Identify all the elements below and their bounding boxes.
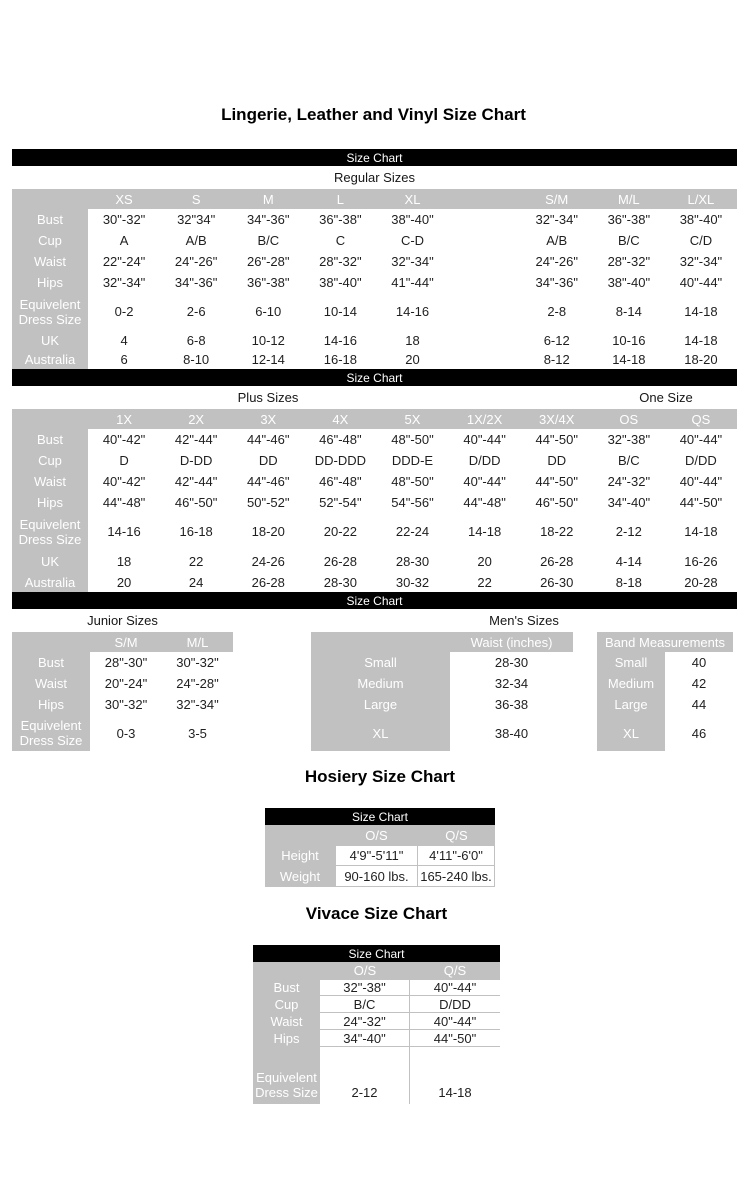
value-cell: 32"-34" xyxy=(665,251,737,272)
value-cell: 18-20 xyxy=(665,350,737,369)
value-cell: 42"-44" xyxy=(160,471,232,492)
corner-cell xyxy=(12,409,88,429)
value-cell: 18 xyxy=(376,330,448,350)
row-label: Waist xyxy=(12,251,88,272)
size-chart-bar-label: Size Chart xyxy=(346,150,403,165)
value-cell: 20"-24" xyxy=(90,673,162,694)
column-header: 1X/2X xyxy=(449,409,521,429)
one-size-subtitle: One Size xyxy=(639,390,693,405)
value-cell: 24"-32" xyxy=(593,471,665,492)
value-cell: 6-10 xyxy=(232,293,304,330)
value-cell: 30"-32" xyxy=(90,694,162,715)
value-cell: 38-40 xyxy=(450,715,573,751)
value-cell: 48"-50" xyxy=(376,471,448,492)
value-cell: 3-5 xyxy=(162,715,233,751)
value-cell: D-DD xyxy=(160,450,232,471)
row-label: Hips xyxy=(12,694,90,715)
value-cell: 38"-40" xyxy=(593,272,665,293)
mens-gap xyxy=(573,694,597,715)
value-cell: DDD-E xyxy=(376,450,448,471)
value-cell: 50"-52" xyxy=(232,492,304,513)
mens-sizes-subtitle: Men's Sizes xyxy=(489,613,559,628)
junior-sizes-subtitle: Junior Sizes xyxy=(87,613,158,628)
value-cell xyxy=(449,209,521,230)
value-cell: 22"-24" xyxy=(88,251,160,272)
value-cell: 4-14 xyxy=(593,550,665,572)
size-chart-bar-label: Size Chart xyxy=(346,593,403,608)
value-cell: 10-14 xyxy=(304,293,376,330)
junior-mens-subtitle-row xyxy=(12,609,737,632)
value-cell: 36-38 xyxy=(450,694,573,715)
size-chart-bar-label: Size Chart xyxy=(348,946,405,961)
value-cell: 24"-32" xyxy=(320,1013,410,1030)
value-cell: 34"-36" xyxy=(521,272,593,293)
value-cell: 28-30 xyxy=(450,652,573,673)
value-cell: 34"-36" xyxy=(232,209,304,230)
value-cell: 40"-44" xyxy=(410,1013,500,1030)
value-cell: 44"-48" xyxy=(449,492,521,513)
value-cell: 0-2 xyxy=(88,293,160,330)
value-cell: 14-18 xyxy=(665,293,737,330)
value-cell: 10-16 xyxy=(593,330,665,350)
value-cell: 14-18 xyxy=(665,330,737,350)
value-cell: 46"-50" xyxy=(160,492,232,513)
row-label: Bust xyxy=(12,429,88,450)
size-chart-bar xyxy=(12,149,737,166)
value-cell: 14-16 xyxy=(88,513,160,550)
row-label: UK xyxy=(12,330,88,350)
row-label: Medium xyxy=(597,673,665,694)
value-cell: 44"-50" xyxy=(665,492,737,513)
row-label: Waist xyxy=(12,673,90,694)
column-header: QS xyxy=(665,409,737,429)
value-cell: 26-28 xyxy=(232,572,304,592)
row-label: Bust xyxy=(12,652,90,673)
value-cell: C xyxy=(304,230,376,251)
corner-cell xyxy=(253,962,320,979)
column-header: 5X xyxy=(376,409,448,429)
size-chart-bar-label: Size Chart xyxy=(351,809,409,824)
value-cell: 44"-48" xyxy=(88,492,160,513)
value-cell xyxy=(449,293,521,330)
row-label: Waist xyxy=(12,471,88,492)
value-cell: 32"34" xyxy=(160,209,232,230)
value-cell: 40"-44" xyxy=(665,471,737,492)
value-cell: 8-14 xyxy=(593,293,665,330)
column-header: O/S xyxy=(320,962,410,979)
value-cell: 32"-34" xyxy=(521,209,593,230)
value-cell: 8-18 xyxy=(593,572,665,592)
value-cell: 2-6 xyxy=(160,293,232,330)
value-cell xyxy=(410,1047,500,1064)
size-chart-bar xyxy=(265,808,495,825)
value-cell: B/C xyxy=(320,996,410,1013)
corner-cell xyxy=(12,632,90,652)
mens-gap xyxy=(573,632,597,652)
row-label: Small xyxy=(597,652,665,673)
size-chart-bar xyxy=(12,369,737,386)
column-header: S/M xyxy=(90,632,162,652)
value-cell: 32"-34" xyxy=(162,694,233,715)
size-chart-bar-label: Size Chart xyxy=(346,370,403,385)
value-cell: 40"-44" xyxy=(410,979,500,996)
value-cell: 28-30 xyxy=(376,550,448,572)
value-cell: 26-28 xyxy=(521,550,593,572)
column-header: 1X xyxy=(88,409,160,429)
column-header xyxy=(449,189,521,209)
row-label: UK xyxy=(12,550,88,572)
regular-sizes-subtitle-row xyxy=(12,166,737,189)
value-cell: 20 xyxy=(449,550,521,572)
value-cell: 24"-28" xyxy=(162,673,233,694)
column-header: Q/S xyxy=(410,962,500,979)
value-cell: B/C xyxy=(232,230,304,251)
value-cell: 30"-32" xyxy=(162,652,233,673)
value-cell: C/D xyxy=(665,230,737,251)
column-header: O/S xyxy=(335,825,418,845)
value-cell: 8-10 xyxy=(160,350,232,369)
lingerie-size-chart xyxy=(12,149,737,751)
value-cell: 38"-40" xyxy=(665,209,737,230)
value-cell: 18-20 xyxy=(232,513,304,550)
value-cell: 4'9"-5'11" xyxy=(335,845,418,866)
row-label: Australia xyxy=(12,350,88,369)
value-cell: 38"-40" xyxy=(304,272,376,293)
value-cell xyxy=(449,350,521,369)
value-cell: 46"-50" xyxy=(521,492,593,513)
plus-sizes-table xyxy=(12,409,737,592)
size-chart-bar xyxy=(12,592,737,609)
value-cell: 6-8 xyxy=(160,330,232,350)
value-cell: 18 xyxy=(88,550,160,572)
value-cell: 90-160 lbs. xyxy=(335,866,418,887)
mens-gap xyxy=(573,673,597,694)
column-header: L/XL xyxy=(665,189,737,209)
column-header: M/L xyxy=(593,189,665,209)
value-cell: 34"-36" xyxy=(160,272,232,293)
column-header: XS xyxy=(88,189,160,209)
value-cell: 36"-38" xyxy=(593,209,665,230)
value-cell: 32"-34" xyxy=(376,251,448,272)
value-cell: 52"-54" xyxy=(304,492,376,513)
value-cell: 42"-44" xyxy=(160,429,232,450)
value-cell: 14-18 xyxy=(593,350,665,369)
value-cell: 46 xyxy=(665,715,733,751)
vivace-table xyxy=(253,962,500,1104)
value-cell: 30"-32" xyxy=(88,209,160,230)
vivace-title: Vivace Size Chart xyxy=(305,904,448,923)
value-cell: 41"-44" xyxy=(376,272,448,293)
value-cell xyxy=(449,272,521,293)
column-header: 3X xyxy=(232,409,304,429)
regular-sizes-subtitle: Regular Sizes xyxy=(334,170,415,185)
mens-gap xyxy=(573,652,597,673)
row-label xyxy=(253,1047,320,1064)
value-cell: 165-240 lbs. xyxy=(418,866,495,887)
corner-cell xyxy=(12,189,88,209)
value-cell: 46"-48" xyxy=(304,471,376,492)
value-cell: DD xyxy=(521,450,593,471)
row-label: Cup xyxy=(12,230,88,251)
value-cell: 14-16 xyxy=(376,293,448,330)
value-cell: 28"-32" xyxy=(304,251,376,272)
value-cell: 44"-50" xyxy=(410,1030,500,1047)
value-cell: 26-28 xyxy=(304,550,376,572)
waist-inches-header: Waist (inches) xyxy=(450,632,573,652)
hosiery-section xyxy=(265,767,495,887)
value-cell: 44"-50" xyxy=(521,429,593,450)
value-cell: 6-12 xyxy=(521,330,593,350)
hosiery-table xyxy=(265,825,495,887)
value-cell: D/DD xyxy=(665,450,737,471)
value-cell: 10-12 xyxy=(232,330,304,350)
row-label: Bust xyxy=(12,209,88,230)
value-cell: 24"-26" xyxy=(521,251,593,272)
plus-sizes-subtitle-row xyxy=(12,386,737,409)
value-cell: 40"-44" xyxy=(665,429,737,450)
mens-gap xyxy=(573,715,597,751)
plus-sizes-subtitle: Plus Sizes xyxy=(237,390,299,405)
value-cell: 18-22 xyxy=(521,513,593,550)
row-label: Small xyxy=(311,652,450,673)
value-cell: 32"-38" xyxy=(320,979,410,996)
value-cell: D xyxy=(88,450,160,471)
row-label: Equivelent Dress Size xyxy=(12,715,90,751)
value-cell: 30-32 xyxy=(376,572,448,592)
value-cell: 12-14 xyxy=(232,350,304,369)
row-label: XL xyxy=(311,715,450,751)
value-cell: 0-3 xyxy=(90,715,162,751)
value-cell: 2-12 xyxy=(593,513,665,550)
value-cell: D/DD xyxy=(410,996,500,1013)
row-label: Bust xyxy=(253,979,320,996)
value-cell: 2-8 xyxy=(521,293,593,330)
value-cell: 6 xyxy=(88,350,160,369)
corner-cell xyxy=(265,825,335,845)
value-cell: 4 xyxy=(88,330,160,350)
value-cell: 28-30 xyxy=(304,572,376,592)
value-cell: A xyxy=(88,230,160,251)
column-header: S xyxy=(160,189,232,209)
row-label: Equivelent Dress Size xyxy=(12,513,88,550)
vivace-section xyxy=(253,904,500,1104)
column-header: L xyxy=(304,189,376,209)
value-cell xyxy=(449,251,521,272)
value-cell: 40"-42" xyxy=(88,429,160,450)
value-cell: 28"-32" xyxy=(593,251,665,272)
value-cell: 44"-46" xyxy=(232,429,304,450)
value-cell: 42 xyxy=(665,673,733,694)
value-cell: 48"-50" xyxy=(376,429,448,450)
column-header: 2X xyxy=(160,409,232,429)
value-cell: 26-30 xyxy=(521,572,593,592)
value-cell: 14-18 xyxy=(449,513,521,550)
value-cell: 44 xyxy=(665,694,733,715)
row-label: Hips xyxy=(253,1030,320,1047)
value-cell: 36"-38" xyxy=(232,272,304,293)
value-cell xyxy=(449,230,521,251)
value-cell: A/B xyxy=(160,230,232,251)
column-header: M xyxy=(232,189,304,209)
value-cell: 2-12 xyxy=(320,1064,410,1104)
junior-mens-tables xyxy=(12,632,737,751)
row-label: Weight xyxy=(265,866,335,887)
page-title: Lingerie, Leather and Vinyl Size Chart xyxy=(221,105,526,124)
value-cell: A/B xyxy=(521,230,593,251)
row-label: Cup xyxy=(12,450,88,471)
value-cell: DD xyxy=(232,450,304,471)
row-label: Waist xyxy=(253,1013,320,1030)
column-header: 3X/4X xyxy=(521,409,593,429)
value-cell: B/C xyxy=(593,450,665,471)
value-cell: 40"-44" xyxy=(449,471,521,492)
value-cell: C-D xyxy=(376,230,448,251)
column-header: Q/S xyxy=(418,825,495,845)
value-cell: 14-18 xyxy=(665,513,737,550)
row-label: Hips xyxy=(12,272,88,293)
value-cell: 28"-30" xyxy=(90,652,162,673)
value-cell: 4'11"-6'0" xyxy=(418,845,495,866)
value-cell: 32-34 xyxy=(450,673,573,694)
band-measurements-header: Band Measurements xyxy=(597,632,733,652)
size-chart-bar xyxy=(253,945,500,962)
value-cell: 16-18 xyxy=(304,350,376,369)
column-header: S/M xyxy=(521,189,593,209)
junior-sizes-table xyxy=(12,632,233,751)
row-label: Large xyxy=(597,694,665,715)
value-cell: 46"-48" xyxy=(304,429,376,450)
value-cell: 44"-50" xyxy=(521,471,593,492)
value-cell: 24"-26" xyxy=(160,251,232,272)
value-cell: 16-18 xyxy=(160,513,232,550)
hosiery-title: Hosiery Size Chart xyxy=(304,767,456,786)
value-cell: 14-16 xyxy=(304,330,376,350)
value-cell: 20-28 xyxy=(665,572,737,592)
value-cell: 20 xyxy=(88,572,160,592)
row-label: Equivelent Dress Size xyxy=(253,1064,320,1104)
column-header: XL xyxy=(376,189,448,209)
value-cell: 16-26 xyxy=(665,550,737,572)
column-header: OS xyxy=(593,409,665,429)
value-cell xyxy=(320,1047,410,1064)
row-label: Medium xyxy=(311,673,450,694)
value-cell: 20-22 xyxy=(304,513,376,550)
value-cell: 24-26 xyxy=(232,550,304,572)
row-label: XL xyxy=(597,715,665,751)
value-cell: 40"-44" xyxy=(449,429,521,450)
row-label: Cup xyxy=(253,996,320,1013)
row-label: Large xyxy=(311,694,450,715)
value-cell: 40"-44" xyxy=(665,272,737,293)
value-cell: 38"-40" xyxy=(376,209,448,230)
value-cell: 24 xyxy=(160,572,232,592)
mens-sizes-table xyxy=(311,632,737,751)
value-cell: 8-12 xyxy=(521,350,593,369)
value-cell: 20 xyxy=(376,350,448,369)
value-cell: 34"-40" xyxy=(593,492,665,513)
column-header: 4X xyxy=(304,409,376,429)
value-cell: D/DD xyxy=(449,450,521,471)
value-cell xyxy=(449,330,521,350)
regular-sizes-table xyxy=(12,189,737,369)
value-cell: DD-DDD xyxy=(304,450,376,471)
row-label: Hips xyxy=(12,492,88,513)
value-cell: 22 xyxy=(449,572,521,592)
value-cell: B/C xyxy=(593,230,665,251)
value-cell: 22-24 xyxy=(376,513,448,550)
value-cell: 32"-34" xyxy=(88,272,160,293)
value-cell: 26"-28" xyxy=(232,251,304,272)
row-label: Australia xyxy=(12,572,88,592)
mens-corner-cell xyxy=(311,632,450,652)
value-cell: 34"-40" xyxy=(320,1030,410,1047)
value-cell: 40 xyxy=(665,652,733,673)
value-cell: 40"-42" xyxy=(88,471,160,492)
value-cell: 54"-56" xyxy=(376,492,448,513)
value-cell: 14-18 xyxy=(410,1064,500,1104)
row-label: Height xyxy=(265,845,335,866)
value-cell: 44"-46" xyxy=(232,471,304,492)
value-cell: 36"-38" xyxy=(304,209,376,230)
row-label: Equivelent Dress Size xyxy=(12,293,88,330)
value-cell: 32"-38" xyxy=(593,429,665,450)
column-header: M/L xyxy=(162,632,233,652)
value-cell: 22 xyxy=(160,550,232,572)
